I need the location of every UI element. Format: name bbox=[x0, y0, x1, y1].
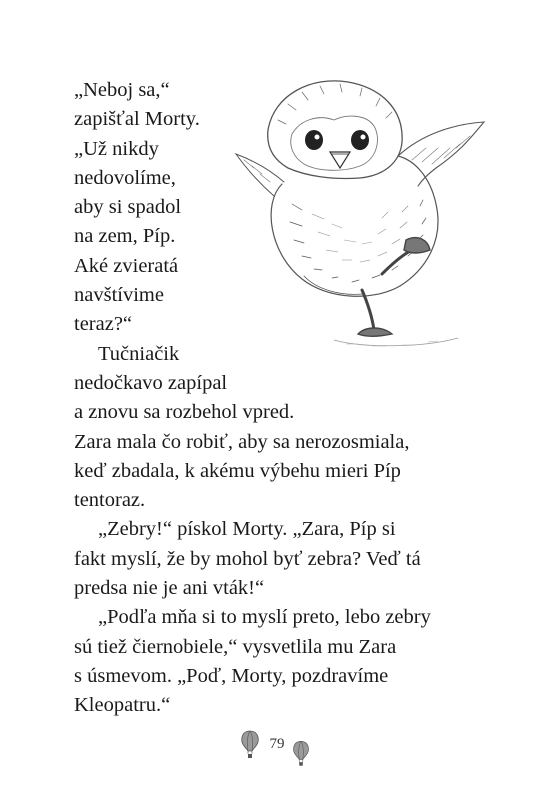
text-line: keď zbadala, k akému výbehu mieri Píp bbox=[74, 459, 401, 482]
text-line: fakt myslí, že by mohol byť zebra? Veď tá bbox=[74, 547, 421, 570]
text-line: nedovolíme, bbox=[74, 166, 176, 189]
hot-air-balloon-icon bbox=[240, 730, 260, 760]
hot-air-balloon-icon bbox=[292, 740, 310, 768]
page-number: 79 bbox=[269, 736, 285, 752]
text-line: tentoraz. bbox=[74, 489, 146, 512]
text-line: navštívime bbox=[74, 284, 164, 307]
text-line: „Zebry!“ pískol Morty. „Zara, Píp si bbox=[98, 518, 396, 541]
text-line: Tučniačik bbox=[98, 342, 180, 365]
text-line: teraz?“ bbox=[74, 313, 133, 336]
text-line: zapišťal Morty. bbox=[74, 108, 200, 131]
text-line: aby si spadol bbox=[74, 196, 182, 219]
text-line: „Už nikdy bbox=[74, 137, 159, 160]
text-line: a znovu sa rozbehol vpred. bbox=[74, 401, 295, 424]
text-line: „Neboj sa,“ bbox=[74, 79, 170, 101]
text-line: nedočkavo zapípal bbox=[74, 371, 228, 394]
text-line: Aké zvieratá bbox=[74, 254, 179, 277]
text-line: Zara mala čo robiť, aby sa nerozosmiala, bbox=[74, 430, 410, 453]
text-line: s úsmevom. „Poď, Morty, pozdravíme bbox=[74, 664, 389, 687]
text-line: „Podľa mňa si to myslí preto, lebo zebry bbox=[98, 606, 431, 629]
text-line: Kleopatru.“ bbox=[74, 694, 171, 717]
page-footer bbox=[0, 728, 534, 778]
text-line: predsa nie je ani vták!“ bbox=[74, 577, 265, 600]
text-line: sú tiež čiernobiele,“ vysvetlila mu Zara bbox=[74, 635, 397, 658]
text-line: na zem, Píp. bbox=[74, 225, 176, 248]
penguin-chick-illustration bbox=[222, 64, 522, 354]
